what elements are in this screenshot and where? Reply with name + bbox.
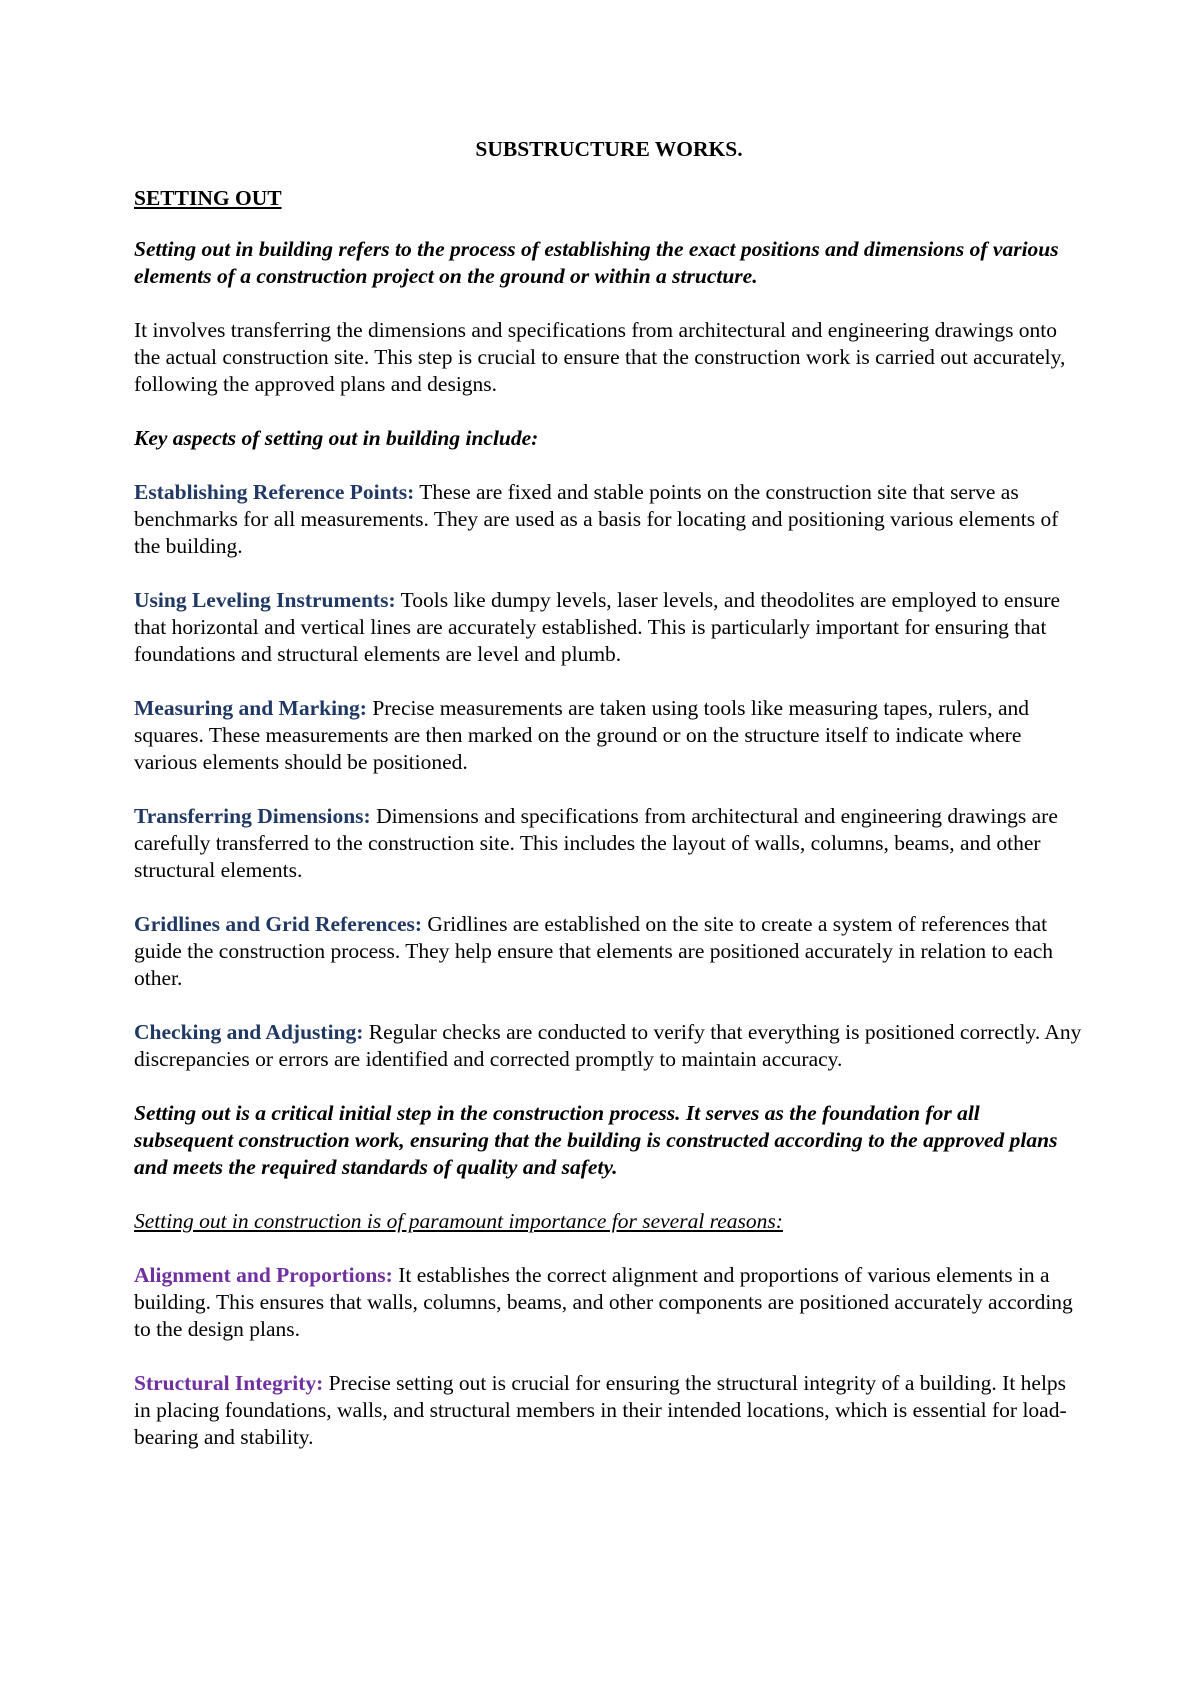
key-aspect-transferring-dimensions (134, 803, 1084, 884)
document-page (134, 136, 1084, 1478)
key-aspects-heading: Key aspects of setting out in building include: (134, 426, 539, 450)
key-aspect-term: Transferring Dimensions: (134, 804, 371, 828)
key-aspect-term: Establishing Reference Points: (134, 480, 415, 504)
key-aspect-checking-adjusting (134, 1019, 1084, 1073)
key-aspect-term: Gridlines and Grid References: (134, 912, 423, 936)
key-aspect-text: Tools like dumpy levels, laser levels, and theodolites are employed to ensure that horizontal and vertical lines are accurately established. This is particularly important for ensuring that foundations and structural elements are level and plumb. (134, 588, 1061, 666)
key-aspect-text: These are fixed and stable points on the construction site that serve as benchmarks for all measurements. They are used as a basis for locating and positioning various elements of the building. (134, 480, 1059, 558)
importance-term: Structural Integrity: (134, 1371, 324, 1395)
definition-paragraph: Setting out in building refers to the process of establishing the exact positions and dimensions of various elements of a construction project on the ground or within a structure. (134, 237, 1059, 288)
key-aspect-term: Measuring and Marking: (134, 696, 367, 720)
key-aspect-reference-points (134, 479, 1084, 560)
key-aspect-term: Checking and Adjusting: (134, 1020, 364, 1044)
importance-text: It establishes the correct alignment and proportions of various elements in a building. This ensures that walls, columns, beams, and other components are positioned accurately according to the design plans. (134, 1263, 1073, 1341)
importance-structural-integrity (134, 1370, 1084, 1451)
key-aspect-gridlines (134, 911, 1084, 992)
intro-paragraph: It involves transferring the dimensions and specifications from architectural and engineering drawings onto the actual construction site. This step is crucial to ensure that the construction work is carried out accurately, following the approved plans and designs. (134, 318, 1066, 396)
key-aspect-term: Using Leveling Instruments: (134, 588, 396, 612)
document-title: SUBSTRUCTURE WORKS. (475, 137, 743, 161)
key-aspect-text: Precise measurements are taken using tools like measuring tapes, rulers, and squares. These measurements are then marked on the ground or on the structure itself to indicate where various elements should be positioned. (134, 696, 1030, 774)
conclusion-paragraph: Setting out is a critical initial step in the construction process. It serves as the foundation for all subsequent construction work, ensuring that the building is constructed according to the approved plans and meets the required standards of quality and safety. (134, 1101, 1058, 1179)
key-aspect-text: Gridlines are established on the site to create a system of references that guide the construction process. They help ensure that elements are positioned accurately in relation to each other. (134, 912, 1053, 990)
key-aspect-leveling-instruments (134, 587, 1084, 668)
importance-term: Alignment and Proportions: (134, 1263, 393, 1287)
section-heading-setting-out: SETTING OUT (134, 186, 282, 210)
importance-heading: Setting out in construction is of paramount importance for several reasons: (134, 1209, 783, 1233)
importance-alignment (134, 1262, 1084, 1343)
key-aspect-measuring-marking (134, 695, 1084, 776)
key-aspect-text: Regular checks are conducted to verify that everything is positioned correctly. Any discrepancies or errors are identified and corrected promptly to maintain accuracy. (134, 1020, 1082, 1071)
key-aspect-text: Dimensions and specifications from architectural and engineering drawings are carefully transferred to the construction site. This includes the layout of walls, columns, beams, and other structural elements. (134, 804, 1058, 882)
importance-text: Precise setting out is crucial for ensuring the structural integrity of a building. It helps in placing foundations, walls, and structural members in their intended locations, which is essential for load-bearing and stability. (134, 1371, 1067, 1449)
